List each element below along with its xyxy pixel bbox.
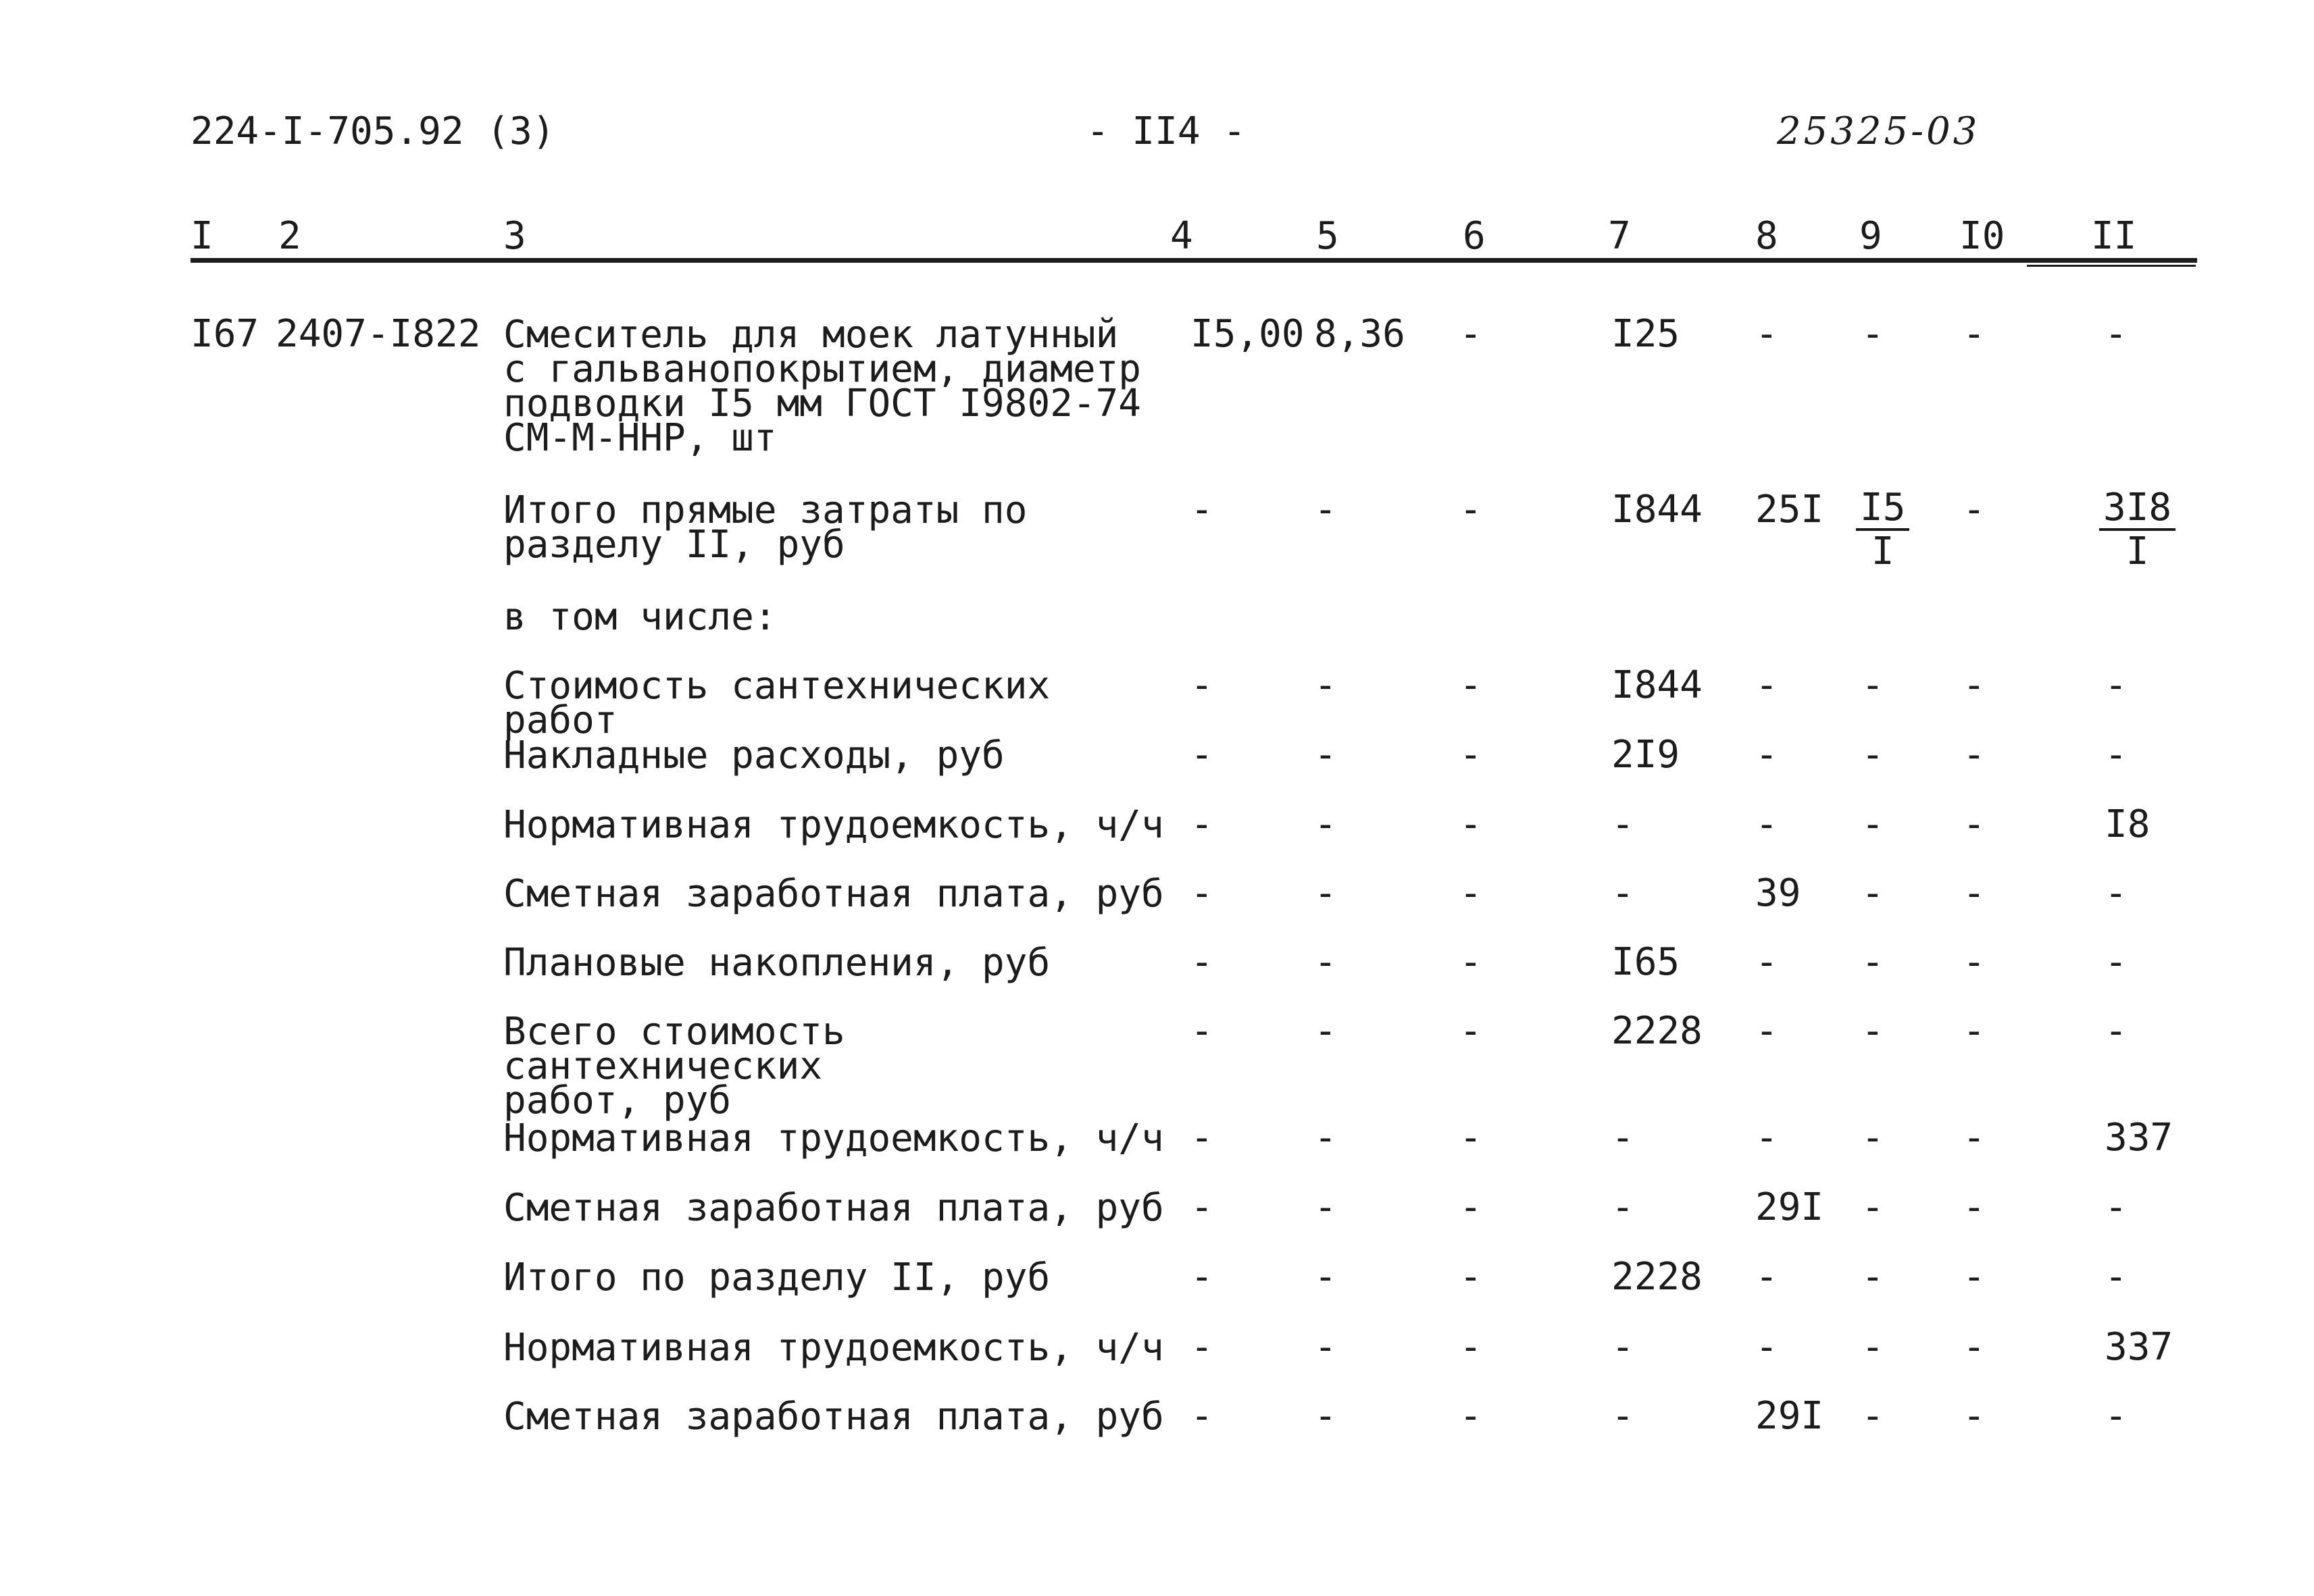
item-description (503, 941, 1179, 985)
fraction-col-11 (2099, 488, 2175, 573)
cell-col-8: - (1755, 1255, 1778, 1299)
cell-col-7: - (1611, 1394, 1634, 1438)
cell-col-4: - (1190, 488, 1213, 532)
item-description (503, 1326, 1179, 1370)
cell-col-8: - (1755, 802, 1778, 846)
cell-col-4: - (1190, 1009, 1213, 1053)
fraction-numerator: 3I8 (2099, 488, 2175, 531)
cell-col-5: - (1314, 1255, 1337, 1299)
cell-col-7: I844 (1611, 663, 1703, 707)
cell-col-9: - (1861, 1255, 1884, 1299)
fraction-numerator: I5 (1856, 488, 1909, 531)
item-description (503, 803, 1179, 847)
cell-col-6: - (1459, 1116, 1482, 1160)
cell-col-7: - (1611, 871, 1634, 915)
cell-col-5: - (1314, 488, 1337, 532)
column-header-8: 8 (1755, 214, 1778, 258)
cell-col-10: - (1963, 663, 1986, 707)
description-line: Плановые накопления, руб (503, 941, 1051, 985)
header-rule (191, 258, 2197, 263)
cell-col-5: 8,36 (1314, 312, 1405, 356)
cell-col-8: - (1755, 1009, 1778, 1053)
description-line: работ, руб (503, 1079, 732, 1123)
document-code: 224-I-705.92 (3) (191, 109, 555, 153)
cell-col-10: - (1963, 1116, 1986, 1160)
cell-col-11: I8 (2105, 802, 2150, 846)
cell-col-11: - (2105, 663, 2128, 707)
description-line: Смеситель для моек латунный (503, 313, 1119, 357)
cell-col-9: - (1861, 940, 1884, 984)
cell-col-8: - (1755, 1116, 1778, 1160)
cell-col-9: - (1861, 1185, 1884, 1229)
cell-col-7: I25 (1611, 312, 1680, 356)
cell-col-5: - (1314, 733, 1337, 777)
cell-col-4: - (1190, 1185, 1213, 1229)
column-header-11: II (2091, 214, 2137, 258)
cell-col-4: - (1190, 733, 1213, 777)
header-rule-tail (2027, 265, 2196, 267)
cell-col-10: - (1963, 802, 1986, 846)
cell-col-4: - (1190, 802, 1213, 846)
column-header-3: 3 (503, 214, 526, 258)
item-description (503, 664, 1179, 742)
cell-col-7: 2228 (1611, 1255, 1703, 1299)
cell-col-10: - (1963, 312, 1986, 356)
cell-col-4: - (1190, 1394, 1213, 1438)
cell-col-10: - (1963, 871, 1986, 915)
description-line: в том числе: (503, 595, 777, 639)
fraction-col-9 (1856, 488, 1909, 573)
cell-col-10: - (1963, 733, 1986, 777)
description-line: с гальванопокрытием, диаметр (503, 347, 1142, 391)
item-description (503, 1256, 1179, 1299)
cell-col-11: 337 (2105, 1116, 2173, 1160)
item-description (503, 1186, 1179, 1230)
cell-col-9: - (1861, 1009, 1884, 1053)
cell-col-9: - (1861, 733, 1884, 777)
position-number: I67 (191, 312, 259, 356)
cell-col-8: - (1755, 312, 1778, 356)
cell-col-4: - (1190, 1116, 1213, 1160)
cell-col-7: I65 (1611, 940, 1680, 984)
description-line: Сметная заработная плата, руб (503, 1395, 1164, 1439)
cell-col-8: - (1755, 1325, 1778, 1369)
cell-col-8: - (1755, 940, 1778, 984)
cell-col-4: I5,00 (1190, 312, 1305, 356)
description-line: Сметная заработная плата, руб (503, 872, 1164, 916)
cell-col-8: - (1755, 733, 1778, 777)
column-header-1: I (191, 214, 213, 258)
column-header-5: 5 (1316, 214, 1339, 258)
item-description (503, 733, 1179, 777)
cell-col-10: - (1963, 1394, 1986, 1438)
cell-col-10: - (1963, 1009, 1986, 1053)
cell-col-5: - (1314, 1325, 1337, 1369)
cell-col-9: - (1861, 1325, 1884, 1369)
cell-col-7: - (1611, 802, 1634, 846)
cell-col-11: - (2105, 871, 2128, 915)
item-description (503, 313, 1179, 460)
cell-col-6: - (1459, 1185, 1482, 1229)
item-description (503, 595, 1179, 639)
cell-col-11: - (2105, 1185, 2128, 1229)
cell-col-6: - (1459, 1325, 1482, 1369)
cell-col-6: - (1459, 940, 1482, 984)
cell-col-4: - (1190, 1325, 1213, 1369)
column-header-2: 2 (278, 214, 301, 258)
cell-col-4: - (1190, 1255, 1213, 1299)
cell-col-9: - (1861, 871, 1884, 915)
cell-col-9: - (1861, 312, 1884, 356)
cell-col-10: - (1963, 1325, 1986, 1369)
cell-col-4: - (1190, 871, 1213, 915)
item-description (503, 488, 1179, 567)
column-header-9: 9 (1859, 214, 1882, 258)
cell-col-11: - (2105, 312, 2128, 356)
cell-col-5: - (1314, 871, 1337, 915)
cell-col-7: I844 (1611, 488, 1703, 532)
page-number: - II4 - (1086, 109, 1247, 153)
description-line: СМ-М-ННР, шт (503, 416, 777, 460)
column-header-10: I0 (1959, 214, 2005, 258)
cell-col-11: - (2105, 733, 2128, 777)
cell-col-11: 337 (2105, 1325, 2173, 1369)
description-line: Нормативная трудоемкость, ч/ч (503, 803, 1164, 847)
column-header-7: 7 (1608, 214, 1631, 258)
cell-col-8: 29I (1755, 1394, 1824, 1438)
cell-col-10: - (1963, 940, 1986, 984)
cell-col-11: - (2105, 940, 2128, 984)
item-description (503, 1395, 1179, 1439)
fraction-denominator: I (2126, 530, 2149, 573)
cell-col-8: 25I (1755, 488, 1824, 532)
cell-col-4: - (1190, 663, 1213, 707)
cell-col-7: - (1611, 1116, 1634, 1160)
description-line: Накладные расходы, руб (503, 733, 1005, 777)
cell-col-5: - (1314, 1009, 1337, 1053)
cell-col-7: 2I9 (1611, 733, 1680, 777)
column-header-4: 4 (1170, 214, 1193, 258)
cell-col-6: - (1459, 1009, 1482, 1053)
cell-col-7: - (1611, 1325, 1634, 1369)
description-line: Нормативная трудоемкость, ч/ч (503, 1326, 1164, 1370)
cell-col-10: - (1963, 488, 1986, 532)
cell-col-7: 2228 (1611, 1009, 1703, 1053)
cell-col-8: - (1755, 663, 1778, 707)
cell-col-5: - (1314, 1394, 1337, 1438)
description-line: разделу II, руб (503, 523, 845, 567)
description-line: Стоимость сантехнических работ (503, 664, 1051, 742)
description-line: подводки I5 мм ГОСТ I9802-74 (503, 382, 1142, 426)
cell-col-9: - (1861, 1116, 1884, 1160)
description-line: Итого прямые затраты по (503, 488, 1028, 532)
cell-col-5: - (1314, 663, 1337, 707)
cell-col-7: - (1611, 1185, 1634, 1229)
cell-col-9: - (1861, 802, 1884, 846)
cell-col-11: - (2105, 1255, 2128, 1299)
cell-col-5: - (1314, 1185, 1337, 1229)
cell-col-6: - (1459, 312, 1482, 356)
cell-col-6: - (1459, 871, 1482, 915)
fraction-denominator: I (1871, 530, 1894, 573)
cell-col-6: - (1459, 1394, 1482, 1438)
cell-col-11: - (2105, 1394, 2128, 1438)
price-code: 2407-I822 (276, 312, 481, 356)
cell-col-11: - (2105, 1009, 2128, 1053)
archive-number: 25325-03 (1777, 109, 1980, 153)
cell-col-5: - (1314, 940, 1337, 984)
cell-col-6: - (1459, 733, 1482, 777)
cell-col-9: - (1861, 1394, 1884, 1438)
cell-col-6: - (1459, 1255, 1482, 1299)
column-header-6: 6 (1463, 214, 1486, 258)
cell-col-9: - (1861, 663, 1884, 707)
description-line: Сметная заработная плата, руб (503, 1186, 1164, 1230)
description-line: Нормативная трудоемкость, ч/ч (503, 1116, 1164, 1160)
cell-col-6: - (1459, 488, 1482, 532)
cell-col-5: - (1314, 802, 1337, 846)
cell-col-10: - (1963, 1255, 1986, 1299)
cell-col-8: 29I (1755, 1185, 1824, 1229)
cell-col-6: - (1459, 663, 1482, 707)
description-line: Всего стоимость сантехнических (503, 1010, 845, 1088)
item-description (503, 1116, 1179, 1160)
item-description (503, 872, 1179, 916)
cell-col-8: 39 (1755, 871, 1801, 915)
item-description (503, 1010, 1179, 1123)
cell-col-5: - (1314, 1116, 1337, 1160)
description-line: Итого по разделу II, руб (503, 1256, 1051, 1299)
cell-col-6: - (1459, 802, 1482, 846)
cell-col-4: - (1190, 940, 1213, 984)
cell-col-10: - (1963, 1185, 1986, 1229)
